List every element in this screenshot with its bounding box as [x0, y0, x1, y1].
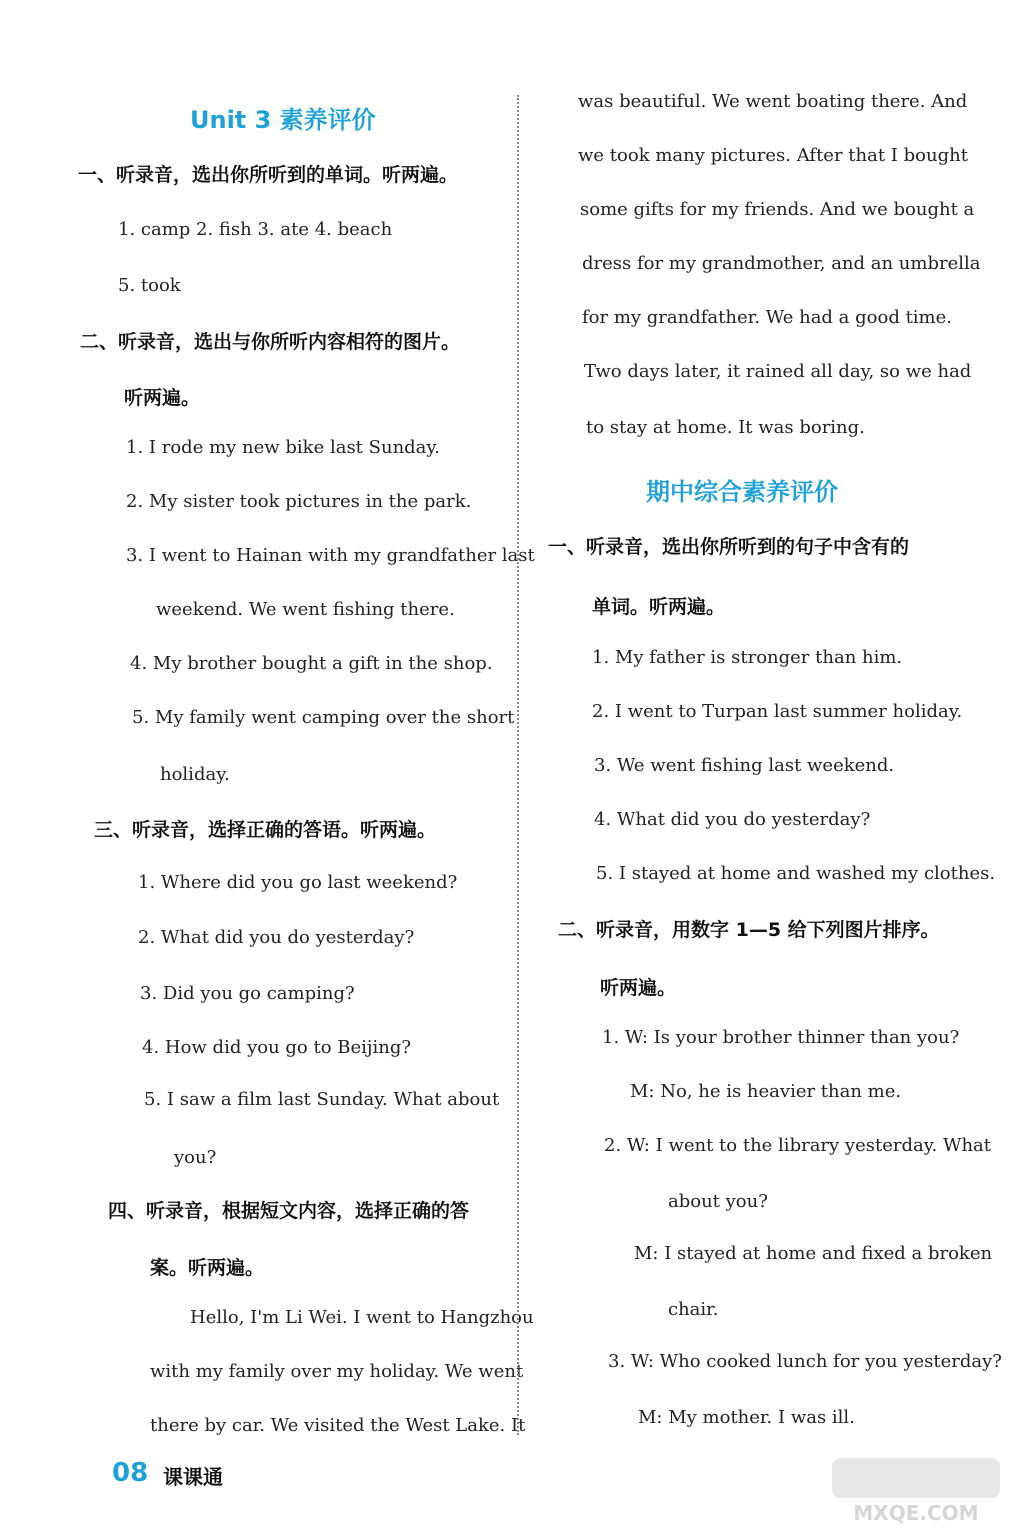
section-2-title-cont: 听两遍。 — [124, 387, 201, 409]
section-3-title: 三、听录音，选择正确的答语。听两遍。 — [94, 819, 437, 841]
section-3-item-cont: you? — [174, 1147, 217, 1168]
section-2-item: 2. My sister took pictures in the park. — [126, 491, 472, 512]
section-2-title: 二、听录音，选出与你所听内容相符的图片。 — [80, 331, 461, 353]
section-2-item: 1. I rode my new bike last Sunday. — [126, 437, 440, 458]
section-3-item: 5. I saw a film last Sunday. What about — [144, 1089, 500, 1110]
section-1-words: 1. camp 2. fish 3. ate 4. beach — [118, 219, 393, 240]
dialogue-line-cont: chair. — [668, 1299, 719, 1320]
section-2-item-cont: holiday. — [160, 764, 230, 785]
page-number: 08 — [112, 1458, 149, 1488]
section-3-item: 3. Did you go camping? — [140, 983, 355, 1004]
section-2-item: 3. I went to Hainan with my grandfather last — [126, 545, 535, 566]
passage-line: Hello, I'm Li Wei. I went to Hangzhou — [190, 1307, 534, 1328]
midterm-section-1-item: 3. We went fishing last weekend. — [594, 755, 895, 776]
passage-line: dress for my grandmother, and an umbrella — [582, 253, 981, 274]
section-3-item: 4. How did you go to Beijing? — [142, 1037, 412, 1058]
section-2-item: 4. My brother bought a gift in the shop. — [130, 653, 493, 674]
passage-line: to stay at home. It was boring. — [586, 417, 865, 438]
dialogue-line-cont: about you? — [668, 1191, 768, 1212]
midterm-section-1-item: 2. I went to Turpan last summer holiday. — [592, 701, 963, 722]
dialogue-line: 2. W: I went to the library yesterday. What — [604, 1135, 991, 1156]
passage-line: was beautiful. We went boating there. And — [578, 91, 968, 112]
watermark-text: MXQE.COM — [853, 1501, 979, 1525]
column-divider — [517, 95, 519, 1435]
passage-line: Two days later, it rained all day, so we had — [584, 361, 972, 382]
section-3-item: 1. Where did you go last weekend? — [138, 872, 458, 893]
passage-line: some gifts for my friends. And we bought a — [580, 199, 975, 220]
midterm-section-1-title-cont: 单词。听两遍。 — [592, 596, 726, 618]
midterm-section-2-title: 二、听录音，用数字 1—5 给下列图片排序。 — [558, 919, 940, 941]
dialogue-line: M: My mother. I was ill. — [638, 1407, 855, 1428]
passage-line: with my family over my holiday. We went — [150, 1361, 524, 1382]
dialogue-line: 1. W: Is your brother thinner than you? — [602, 1027, 960, 1048]
passage-line: for my grandfather. We had a good time. — [582, 307, 953, 328]
section-2-item-cont: weekend. We went fishing there. — [156, 599, 455, 620]
dialogue-line: M: I stayed at home and fixed a broken — [634, 1243, 993, 1264]
section-3-item: 2. What did you do yesterday? — [138, 927, 415, 948]
midterm-section-1-title: 一、听录音，选出你所听到的句子中含有的 — [548, 536, 910, 558]
midterm-section-1-item: 5. I stayed at home and washed my clothes. — [596, 863, 996, 884]
midterm-section-1-item: 1. My father is stronger than him. — [592, 647, 903, 668]
section-4-title-cont: 案。听两遍。 — [150, 1257, 265, 1279]
section-1-words-2: 5. took — [118, 275, 181, 296]
dialogue-line: 3. W: Who cooked lunch for you yesterday? — [608, 1351, 1002, 1372]
book-title: 课课通 — [163, 1465, 223, 1489]
midterm-heading: 期中综合素养评价 — [646, 478, 838, 506]
unit-3-heading: Unit 3 素养评价 — [190, 106, 376, 134]
section-1-title: 一、听录音，选出你所听到的单词。听两遍。 — [78, 164, 459, 186]
watermark-logo — [826, 1454, 1006, 1528]
midterm-section-2-title-cont: 听两遍。 — [600, 977, 677, 999]
passage-line: there by car. We visited the West Lake. It — [150, 1415, 526, 1436]
section-2-item: 5. My family went camping over the short — [132, 707, 515, 728]
passage-line: we took many pictures. After that I bought — [578, 145, 968, 166]
midterm-section-1-item: 4. What did you do yesterday? — [594, 809, 871, 830]
dialogue-line: M: No, he is heavier than me. — [630, 1081, 902, 1102]
section-4-title: 四、听录音，根据短文内容，选择正确的答 — [108, 1200, 470, 1222]
